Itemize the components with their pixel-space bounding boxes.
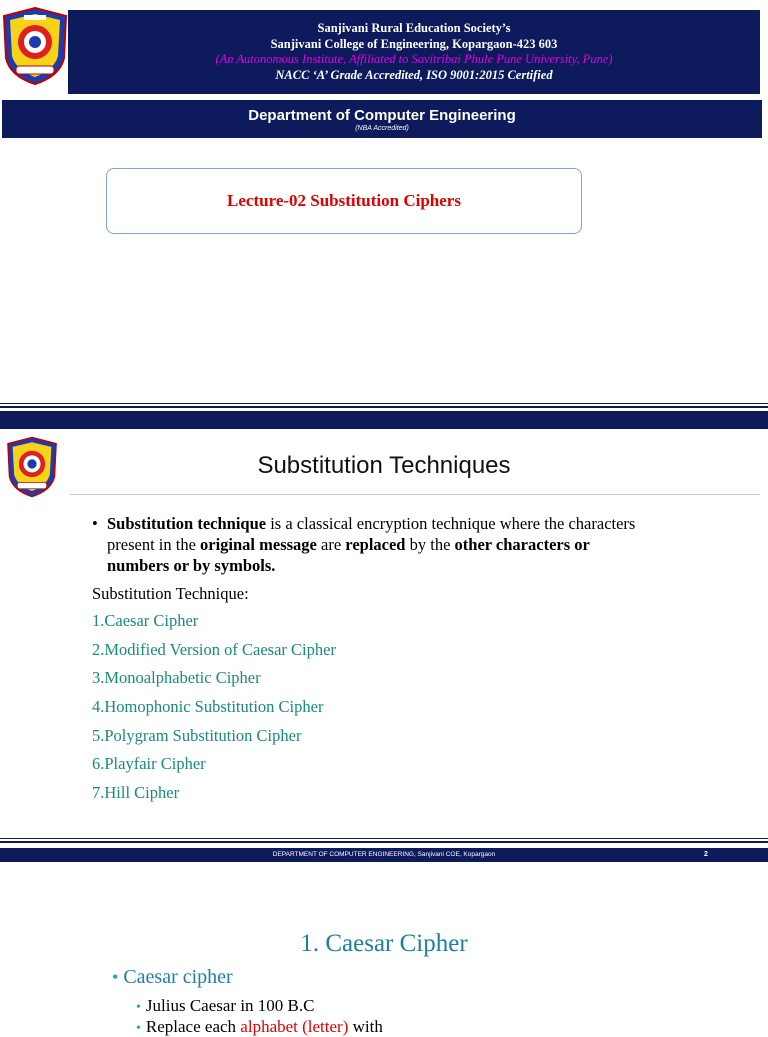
term-original-message: original message: [200, 535, 317, 554]
replace-text-1: Replace each: [145, 1017, 241, 1036]
definition-paragraph: [92, 513, 652, 576]
slide-divider-bottom: [0, 406, 768, 408]
definition-text-1: is a classical encryption technique where the characters present in the: [107, 514, 636, 554]
list-item: 2.Modified Version of Caesar Cipher: [92, 639, 336, 659]
footer-divider-thick: [0, 841, 768, 843]
julius-bullet-text: Julius Caesar in 100 B.C: [145, 996, 315, 1015]
list-item: 7.Hill Cipher: [92, 783, 180, 803]
accreditation-line: NACC ‘A’ Grade Accredited, ISO 9001:2015 Certified: [275, 67, 553, 82]
list-item: 6.Playfair Cipher: [92, 754, 206, 774]
list-item: 5.Polygram Substitution Cipher: [92, 725, 302, 745]
lecture-title-box: [106, 168, 582, 234]
bullet-icon: •: [136, 1000, 141, 1015]
list-item: 4.Homophonic Substitution Cipher: [92, 697, 324, 717]
caesar-bullet: [112, 966, 233, 989]
slide-divider-top: [0, 403, 768, 404]
bullet-icon: •: [112, 967, 119, 987]
society-name: Sanjivani Rural Education Society’s: [317, 21, 511, 35]
list-item: 3.Monoalphabetic Cipher: [92, 668, 261, 688]
department-title: Department of Computer Engineering: [248, 107, 516, 124]
department-bar: [2, 100, 762, 138]
slide-3-title: 1. Caesar Cipher: [300, 930, 468, 957]
term-other-characters: other characters or numbers or by symbols.: [107, 535, 590, 575]
institute-header-banner: [68, 10, 760, 94]
term-substitution-technique: Substitution technique: [107, 514, 267, 533]
term-replaced: replaced: [345, 535, 406, 554]
techniques-list: [92, 611, 652, 803]
definition-text-2: are: [316, 535, 346, 554]
list-item: 1.Caesar Cipher: [92, 611, 199, 630]
definition-text-3: by the: [405, 535, 455, 554]
lecture-title: Lecture-02 Substitution Ciphers: [227, 191, 461, 210]
college-name: Sanjivani College of Engineering, Kopargaon-423 603: [270, 36, 558, 51]
slide-2-title: Substitution Techniques: [257, 452, 511, 479]
bullet-icon: •: [136, 1021, 141, 1036]
julius-bullet: [136, 996, 315, 1016]
footer-text: DEPARTMENT OF COMPUTER ENGINEERING, Sanjivani COE, Kopargaon: [272, 851, 496, 858]
slide-1: [0, 0, 768, 410]
techniques-heading: Substitution Technique:: [92, 584, 249, 603]
department-subtitle: (NBA Accredited): [355, 125, 409, 132]
replace-bullet: [136, 1017, 383, 1037]
title-underline: [70, 494, 760, 495]
page-number: 2: [704, 851, 708, 858]
replace-text-red: alphabet (letter): [240, 1017, 349, 1036]
caesar-bullet-text: Caesar cipher: [123, 966, 233, 988]
replace-text-2: with: [348, 1017, 383, 1036]
autonomy-line: (An Autonomous Institute, Affiliated to Savitribai Phule Pune University, Pune): [215, 52, 613, 66]
footer-divider-thin: [0, 838, 768, 839]
slide-2-content: [92, 513, 652, 812]
bullet-icon: •: [92, 514, 98, 533]
college-logo-icon: [2, 6, 68, 86]
slide-2-top-band: [0, 411, 768, 429]
